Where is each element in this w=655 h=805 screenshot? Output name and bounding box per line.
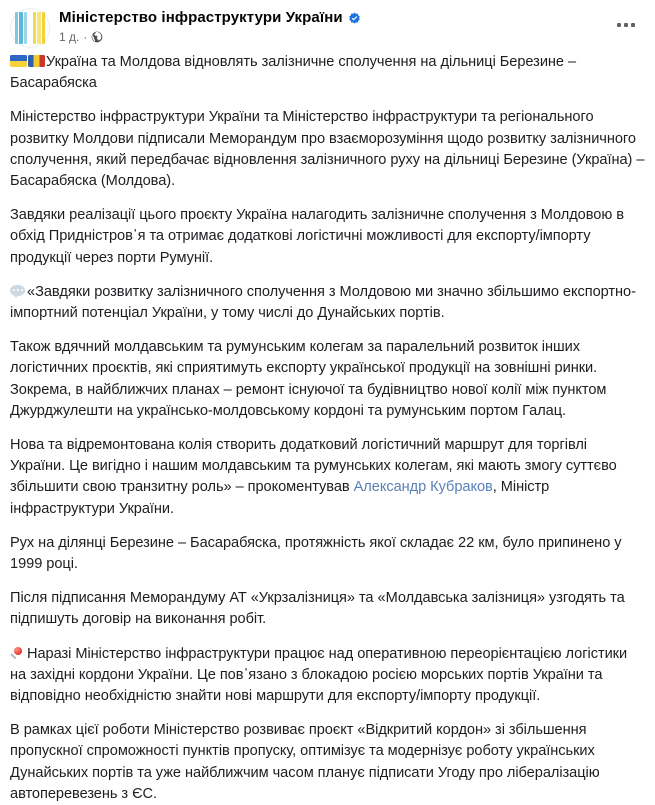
page-name-row bbox=[59, 9, 361, 27]
avatar-stripes-graphic bbox=[15, 12, 45, 44]
speech-balloon-icon bbox=[10, 285, 25, 297]
meta-separator: · bbox=[83, 30, 88, 44]
post-meta-row bbox=[59, 30, 361, 44]
post-timestamp[interactable]: 1 д. bbox=[59, 30, 80, 44]
post-more-options-button[interactable] bbox=[611, 14, 641, 36]
ellipsis-dot bbox=[631, 23, 635, 27]
paragraph-2: Завдяки реалізації цього проєкту Україна налагодить залізничне сполучення з Молдовою в обхід Придністров᾽я та отримає додаткові логістичні можливості для експорту/імпорту продукції через порти Румунії. bbox=[10, 207, 624, 266]
paragraph-8-text: Наразі Міністерство інфраструктури працює над оперативною переорієнтацією логістики на західні кордони України. Це пов᾽язано з блокадою росією морських портів України та відповідно необхідністю знайти нові маршрути для експорту/імпорту продукції. bbox=[10, 645, 628, 705]
minister-profile-link[interactable]: Александр Кубраков bbox=[353, 479, 493, 496]
paragraph-quote bbox=[10, 282, 645, 324]
paragraph-1: Міністерство інфраструктури України та Міністерство інфраструктури та регіонального розвитку Молдови підписали Меморандум про взаєморозуміння щодо розвитку залізничного сполучення, який передбачає відновлення залізничного руху на дільниці Березине (Україна) – Басарабяска (Молдова). bbox=[10, 109, 645, 190]
post-header bbox=[0, 0, 655, 48]
post-header-text bbox=[59, 8, 361, 44]
paragraph-5-after-link: , Міністр інфраструктури України. bbox=[10, 479, 550, 517]
globe-public-icon[interactable] bbox=[91, 31, 103, 43]
paragraph-5-before-link: Нова та відремонтована колія створить додатковий логістичний маршрут для торгівлі України. Це вигідно і нашим молдавським та румунських колегам, які мають змогу суттєво збільшити свою транзитну роль» – прокоментував bbox=[10, 437, 617, 496]
flag-ukraine-icon bbox=[10, 55, 27, 67]
paragraph-8 bbox=[10, 644, 645, 708]
verified-badge-icon bbox=[348, 12, 361, 25]
ellipsis-dot bbox=[617, 23, 621, 27]
paragraph-7: Після підписання Меморандуму АТ «Укрзалізниця» та «Молдавська залізниця» узгодять та підпишуть договір на виконання робіт. bbox=[10, 590, 625, 628]
post-body bbox=[0, 48, 655, 805]
paragraph-4: Також вдячний молдавським та румунським колегам за паралельний розвиток інших логістичних проєктів, які сприятимуть експорту української продукції на зовнішні ринки. Зокрема, в найближчих планах – ремонт існуючої та будівництво нової колії між пунктом Джурджулешти на українсько-молдовському кордоні та румунським портом Галац. bbox=[10, 339, 607, 419]
paragraph-6: Рух на ділянці Березине – Басарабяска, протяжність якої складає 22 км, було припинено у 1999 році. bbox=[10, 534, 622, 573]
flag-moldova-icon bbox=[28, 55, 45, 67]
headline-text: Україна та Молдова відновлять залізничне сполучення на дільниці Березине – Басарабяска bbox=[10, 54, 577, 92]
quote-text: «Завдяки розвитку залізничного сполучення з Молдовою ми значно збільшимо експортно-імпортний потенціал України, у тому числі до Дунайських портів. bbox=[10, 283, 636, 322]
paragraph-headline bbox=[10, 52, 645, 94]
round-pushpin-icon bbox=[10, 647, 24, 661]
ellipsis-dot bbox=[624, 23, 628, 27]
avatar[interactable] bbox=[10, 8, 50, 48]
page-name[interactable]: Міністерство інфраструктури України bbox=[59, 9, 343, 26]
paragraph-9: В рамках цієї роботи Міністерство розвиває проєкт «Відкритий кордон» зі збільшення пропускної спроможності пунктів пропуску, оптимізує та модернізує роботу українських Дунайських портів та уже найближчим часом планує підписати Угоду про лібералізацію автоперевезень з ЄС. bbox=[10, 722, 600, 802]
paragraph-5 bbox=[10, 435, 645, 520]
